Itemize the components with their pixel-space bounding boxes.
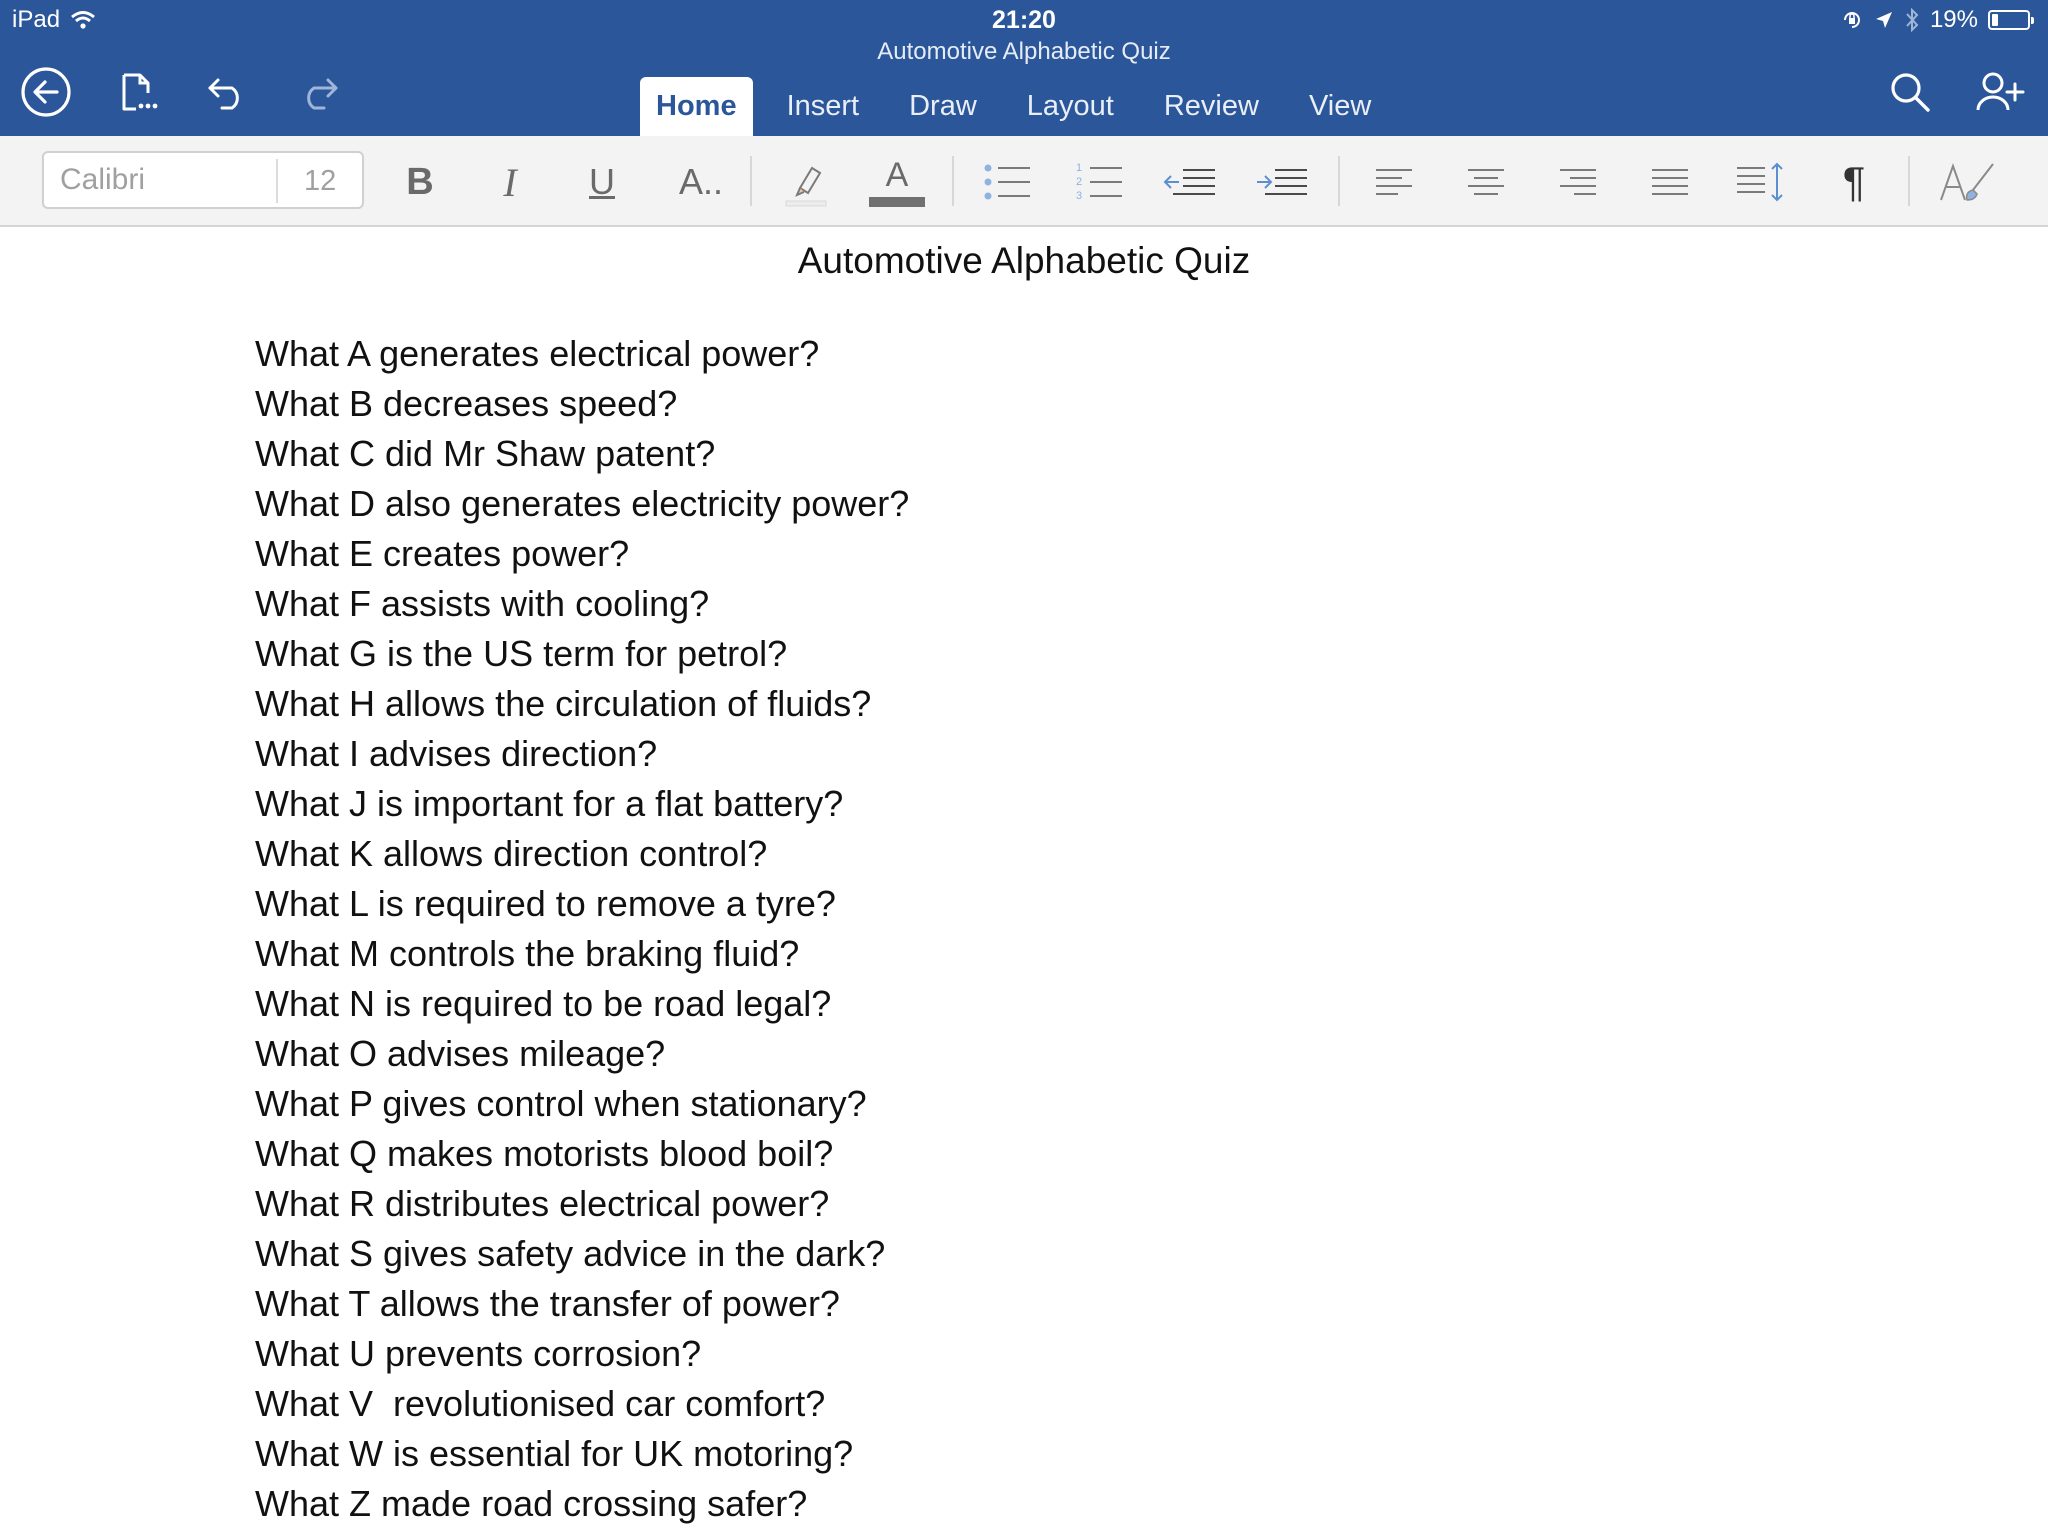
list-item[interactable]: What N is required to be road legal? <box>255 983 832 1024</box>
list-item[interactable]: What F assists with cooling? <box>255 583 710 624</box>
list-item[interactable]: What Z made road crossing safer? <box>255 1483 808 1524</box>
align-center-icon <box>1464 164 1508 200</box>
search-button[interactable] <box>1882 64 1938 120</box>
font-picker[interactable] <box>42 151 364 209</box>
device-label: iPad <box>12 6 61 33</box>
list-item[interactable]: What B decreases speed? <box>255 383 678 424</box>
align-right-button[interactable] <box>1550 154 1606 210</box>
italic-label: I <box>503 159 517 205</box>
decrease-indent-button[interactable] <box>1162 154 1218 210</box>
status-right <box>1840 6 2030 34</box>
battery-icon <box>1988 10 2030 30</box>
bullets-button[interactable] <box>980 154 1036 210</box>
numbering-button[interactable] <box>1072 154 1128 210</box>
list-item[interactable]: What U prevents corrosion? <box>255 1333 702 1374</box>
font-picker-divider <box>276 159 278 203</box>
italic-button[interactable] <box>482 154 538 210</box>
underline-label: U <box>589 161 615 202</box>
font-color-button[interactable] <box>867 154 927 210</box>
list-item[interactable]: What A generates electrical power? <box>255 333 820 374</box>
paragraph-marks-button[interactable] <box>1826 154 1882 210</box>
list-item[interactable]: What D also generates electricity power? <box>255 483 910 524</box>
home-ribbon <box>0 136 2048 227</box>
bullet-list-icon <box>982 160 1034 204</box>
share-button[interactable] <box>1972 64 2028 120</box>
ribbon-divider <box>1908 156 1910 206</box>
line-spacing-icon <box>1735 160 1789 204</box>
list-item[interactable]: What H allows the circulation of fluids? <box>255 683 872 724</box>
ribbon-divider <box>1338 156 1340 206</box>
font-color-label: A <box>885 156 909 194</box>
highlight-button[interactable] <box>778 154 834 210</box>
tab-review[interactable]: Review <box>1163 90 1259 122</box>
increase-indent-icon <box>1255 162 1309 202</box>
styles-brush-icon <box>1937 160 1997 204</box>
add-person-icon <box>1975 70 2025 114</box>
svg-text:1: 1 <box>1076 162 1083 174</box>
align-center-button[interactable] <box>1458 154 1514 210</box>
list-item[interactable]: What T allows the transfer of power? <box>255 1283 840 1324</box>
status-time: 21:20 <box>992 6 1056 34</box>
font-color-swatch <box>869 197 925 207</box>
ribbon-divider <box>952 156 954 206</box>
list-item[interactable]: What E creates power? <box>255 533 630 574</box>
list-item[interactable]: What Q makes motorists blood boil? <box>255 1133 834 1174</box>
back-button[interactable] <box>18 64 74 120</box>
redo-button[interactable] <box>290 64 346 120</box>
back-arrow-icon <box>20 66 72 118</box>
font-size-field[interactable]: 12 <box>304 165 337 197</box>
list-item[interactable]: What J is important for a flat battery? <box>255 783 844 824</box>
decrease-indent-icon <box>1163 162 1217 202</box>
bold-button[interactable] <box>392 154 448 210</box>
redo-icon <box>296 72 340 112</box>
search-icon <box>1888 70 1932 114</box>
align-right-icon <box>1556 164 1600 200</box>
svg-text:3: 3 <box>1076 190 1083 202</box>
bold-label: B <box>406 160 434 203</box>
file-menu-button[interactable] <box>109 64 165 120</box>
font-color-stack <box>869 157 925 207</box>
tab-layout[interactable]: Layout <box>1026 90 1114 122</box>
location-arrow-icon <box>1874 10 1894 30</box>
list-item[interactable]: What O advises mileage? <box>255 1033 666 1074</box>
text-effects-label: A.. <box>678 161 723 202</box>
list-item[interactable]: What V revolutionised car comfort? <box>255 1383 826 1424</box>
orientation-lock-icon <box>1840 8 1864 32</box>
list-item[interactable]: What L is required to remove a tyre? <box>255 883 836 924</box>
battery-level <box>1992 14 1998 26</box>
battery-percent: 19% <box>1929 6 1978 33</box>
undo-icon <box>206 72 250 112</box>
tab-draw[interactable]: Draw <box>909 90 977 122</box>
list-item[interactable]: What P gives control when stationary? <box>255 1083 867 1124</box>
list-item[interactable]: What C did Mr Shaw patent? <box>255 433 716 474</box>
underline-button[interactable] <box>574 154 630 210</box>
font-name-field[interactable]: Calibri <box>60 163 146 196</box>
document-title: Automotive Alphabetic Quiz <box>877 38 1171 65</box>
list-item[interactable]: What W is essential for UK motoring? <box>255 1433 854 1474</box>
list-item[interactable]: What K allows direction control? <box>255 833 768 874</box>
justify-icon <box>1648 164 1692 200</box>
styles-button[interactable] <box>1936 154 1998 210</box>
align-left-button[interactable] <box>1366 154 1422 210</box>
tab-view[interactable]: View <box>1308 90 1372 122</box>
increase-indent-button[interactable] <box>1254 154 1310 210</box>
ribbon-tabs <box>640 77 1405 136</box>
bluetooth-icon <box>1904 7 1920 33</box>
list-item[interactable]: What M controls the braking fluid? <box>255 933 800 974</box>
list-item[interactable]: What I advises direction? <box>255 733 658 774</box>
paragraph-mark-label: ¶ <box>1842 158 1866 205</box>
line-spacing-button[interactable] <box>1734 154 1790 210</box>
document-heading[interactable]: Automotive Alphabetic Quiz <box>797 240 1251 281</box>
list-item[interactable]: What R distributes electrical power? <box>255 1183 830 1224</box>
justify-button[interactable] <box>1642 154 1698 210</box>
undo-button[interactable] <box>200 64 256 120</box>
list-item[interactable]: What S gives safety advice in the dark? <box>255 1233 886 1274</box>
text-effects-button[interactable] <box>666 154 736 210</box>
list-item[interactable]: What G is the US term for petrol? <box>255 633 788 674</box>
question-list <box>255 329 909 1529</box>
highlighter-icon <box>778 154 834 210</box>
document-canvas[interactable] <box>0 227 2048 1536</box>
svg-text:2: 2 <box>1076 176 1083 188</box>
tab-insert[interactable]: Insert <box>786 90 860 122</box>
numbered-list-icon <box>1074 160 1126 204</box>
tab-home[interactable]: Home <box>640 77 753 136</box>
file-icon <box>115 70 159 114</box>
align-left-icon <box>1372 164 1416 200</box>
app-bar <box>0 0 2048 136</box>
ribbon-divider <box>750 156 752 206</box>
battery-nub <box>2031 17 2034 24</box>
